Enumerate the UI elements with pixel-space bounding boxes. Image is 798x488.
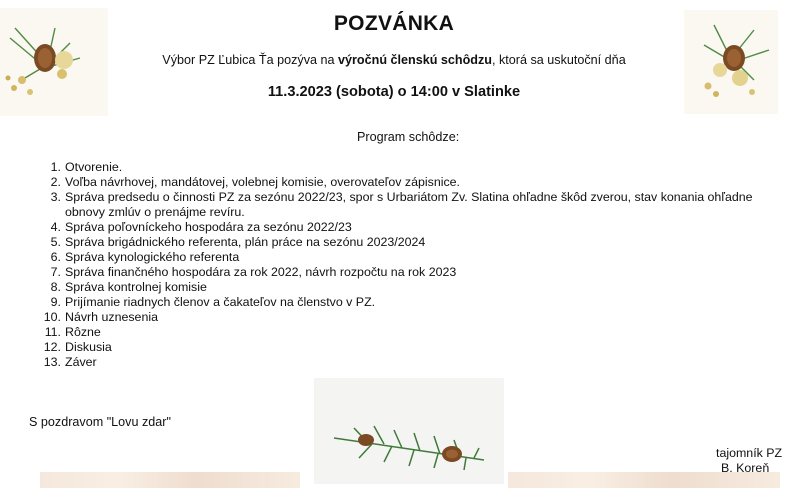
agenda-item-text: Voľba návrhovej, mandátovej, volebnej komisie, overovateľov zápisnice. — [65, 175, 460, 189]
intro-text-after: , ktorá sa uskutoční dňa — [491, 53, 626, 67]
agenda-item-text: Rôzne — [65, 325, 101, 339]
agenda-item-number: 2. — [50, 175, 61, 189]
agenda-item-text: Správa kynologického referenta — [65, 250, 240, 264]
closing-greeting: S pozdravom "Lovu zdar" — [29, 415, 171, 429]
agenda-item-number: 9. — [50, 295, 61, 309]
agenda-item — [32, 325, 792, 340]
signature-block — [716, 446, 782, 476]
pine-branch-image — [314, 378, 504, 484]
agenda-item-text: Prijímanie riadnych členov a čakateľov na členstvo v PZ. — [65, 295, 376, 309]
agenda-item-text: Správa poľovníckeho hospodára za sezónu 2022/23 — [65, 220, 352, 234]
agenda-item — [32, 280, 792, 295]
agenda-item — [32, 220, 792, 235]
agenda-item — [32, 175, 792, 190]
agenda-item — [32, 340, 792, 355]
agenda-item-number: 11. — [44, 325, 61, 339]
agenda-item-text: Záver — [65, 355, 97, 369]
agenda-list — [32, 160, 792, 370]
agenda-item — [32, 235, 792, 250]
signature-role: tajomník PZ — [716, 446, 783, 460]
agenda-item — [32, 190, 792, 220]
agenda-item-number: 3. — [50, 190, 61, 204]
agenda-item — [32, 265, 792, 280]
agenda-item-number: 5. — [50, 235, 61, 249]
agenda-item-number: 13. — [43, 355, 61, 369]
agenda-item-text: Správa kontrolnej komisie — [65, 280, 207, 294]
agenda-item-text: Diskusia — [65, 340, 112, 354]
agenda-item-number: 7. — [50, 265, 61, 279]
invitation-intro — [0, 53, 788, 67]
agenda-item-number: 4. — [50, 220, 61, 234]
agenda-item — [32, 160, 792, 175]
agenda-item-number: 6. — [50, 250, 61, 264]
agenda-item — [32, 295, 792, 310]
decorative-bottom-strip-left — [40, 472, 300, 488]
agenda-item — [32, 310, 792, 325]
signature-name: B. Koreň — [721, 461, 770, 475]
agenda-item — [32, 250, 792, 265]
agenda-item-text: Správa finančného hospodára za rok 2022, návrh rozpočtu na rok 2023 — [65, 265, 457, 279]
agenda-item — [32, 355, 792, 370]
agenda-item-number: 8. — [50, 280, 61, 294]
document-title: POZVÁNKA — [333, 12, 455, 35]
agenda-item-text: Návrh uznesenia — [65, 310, 158, 324]
program-heading: Program schôdze: — [357, 130, 460, 144]
meeting-date-line: 11.3.2023 (sobota) o 14:00 v Slatinke — [267, 84, 521, 100]
agenda-item-text: Otvorenie. — [65, 160, 123, 174]
agenda-item-text: Správa brigádnického referenta, plán práce na sezónu 2023/2024 — [65, 235, 426, 249]
agenda-item-number: 10. — [43, 310, 61, 324]
agenda-item-number: 1. — [50, 160, 61, 174]
agenda-item-text: Správa predsedu o činnosti PZ za sezónu 2022/23, spor s Urbariátom Zv. Slatina ohľadne škôd zverou, stav konania ohľadne obnovy zmlúv o prenájme revíru. — [65, 190, 753, 219]
agenda-item-number: 12. — [43, 340, 61, 354]
intro-emphasis: výročnú členskú schôdzu — [338, 53, 492, 67]
intro-text-before: Výbor PZ Ľubica Ťa pozýva na — [162, 53, 339, 67]
